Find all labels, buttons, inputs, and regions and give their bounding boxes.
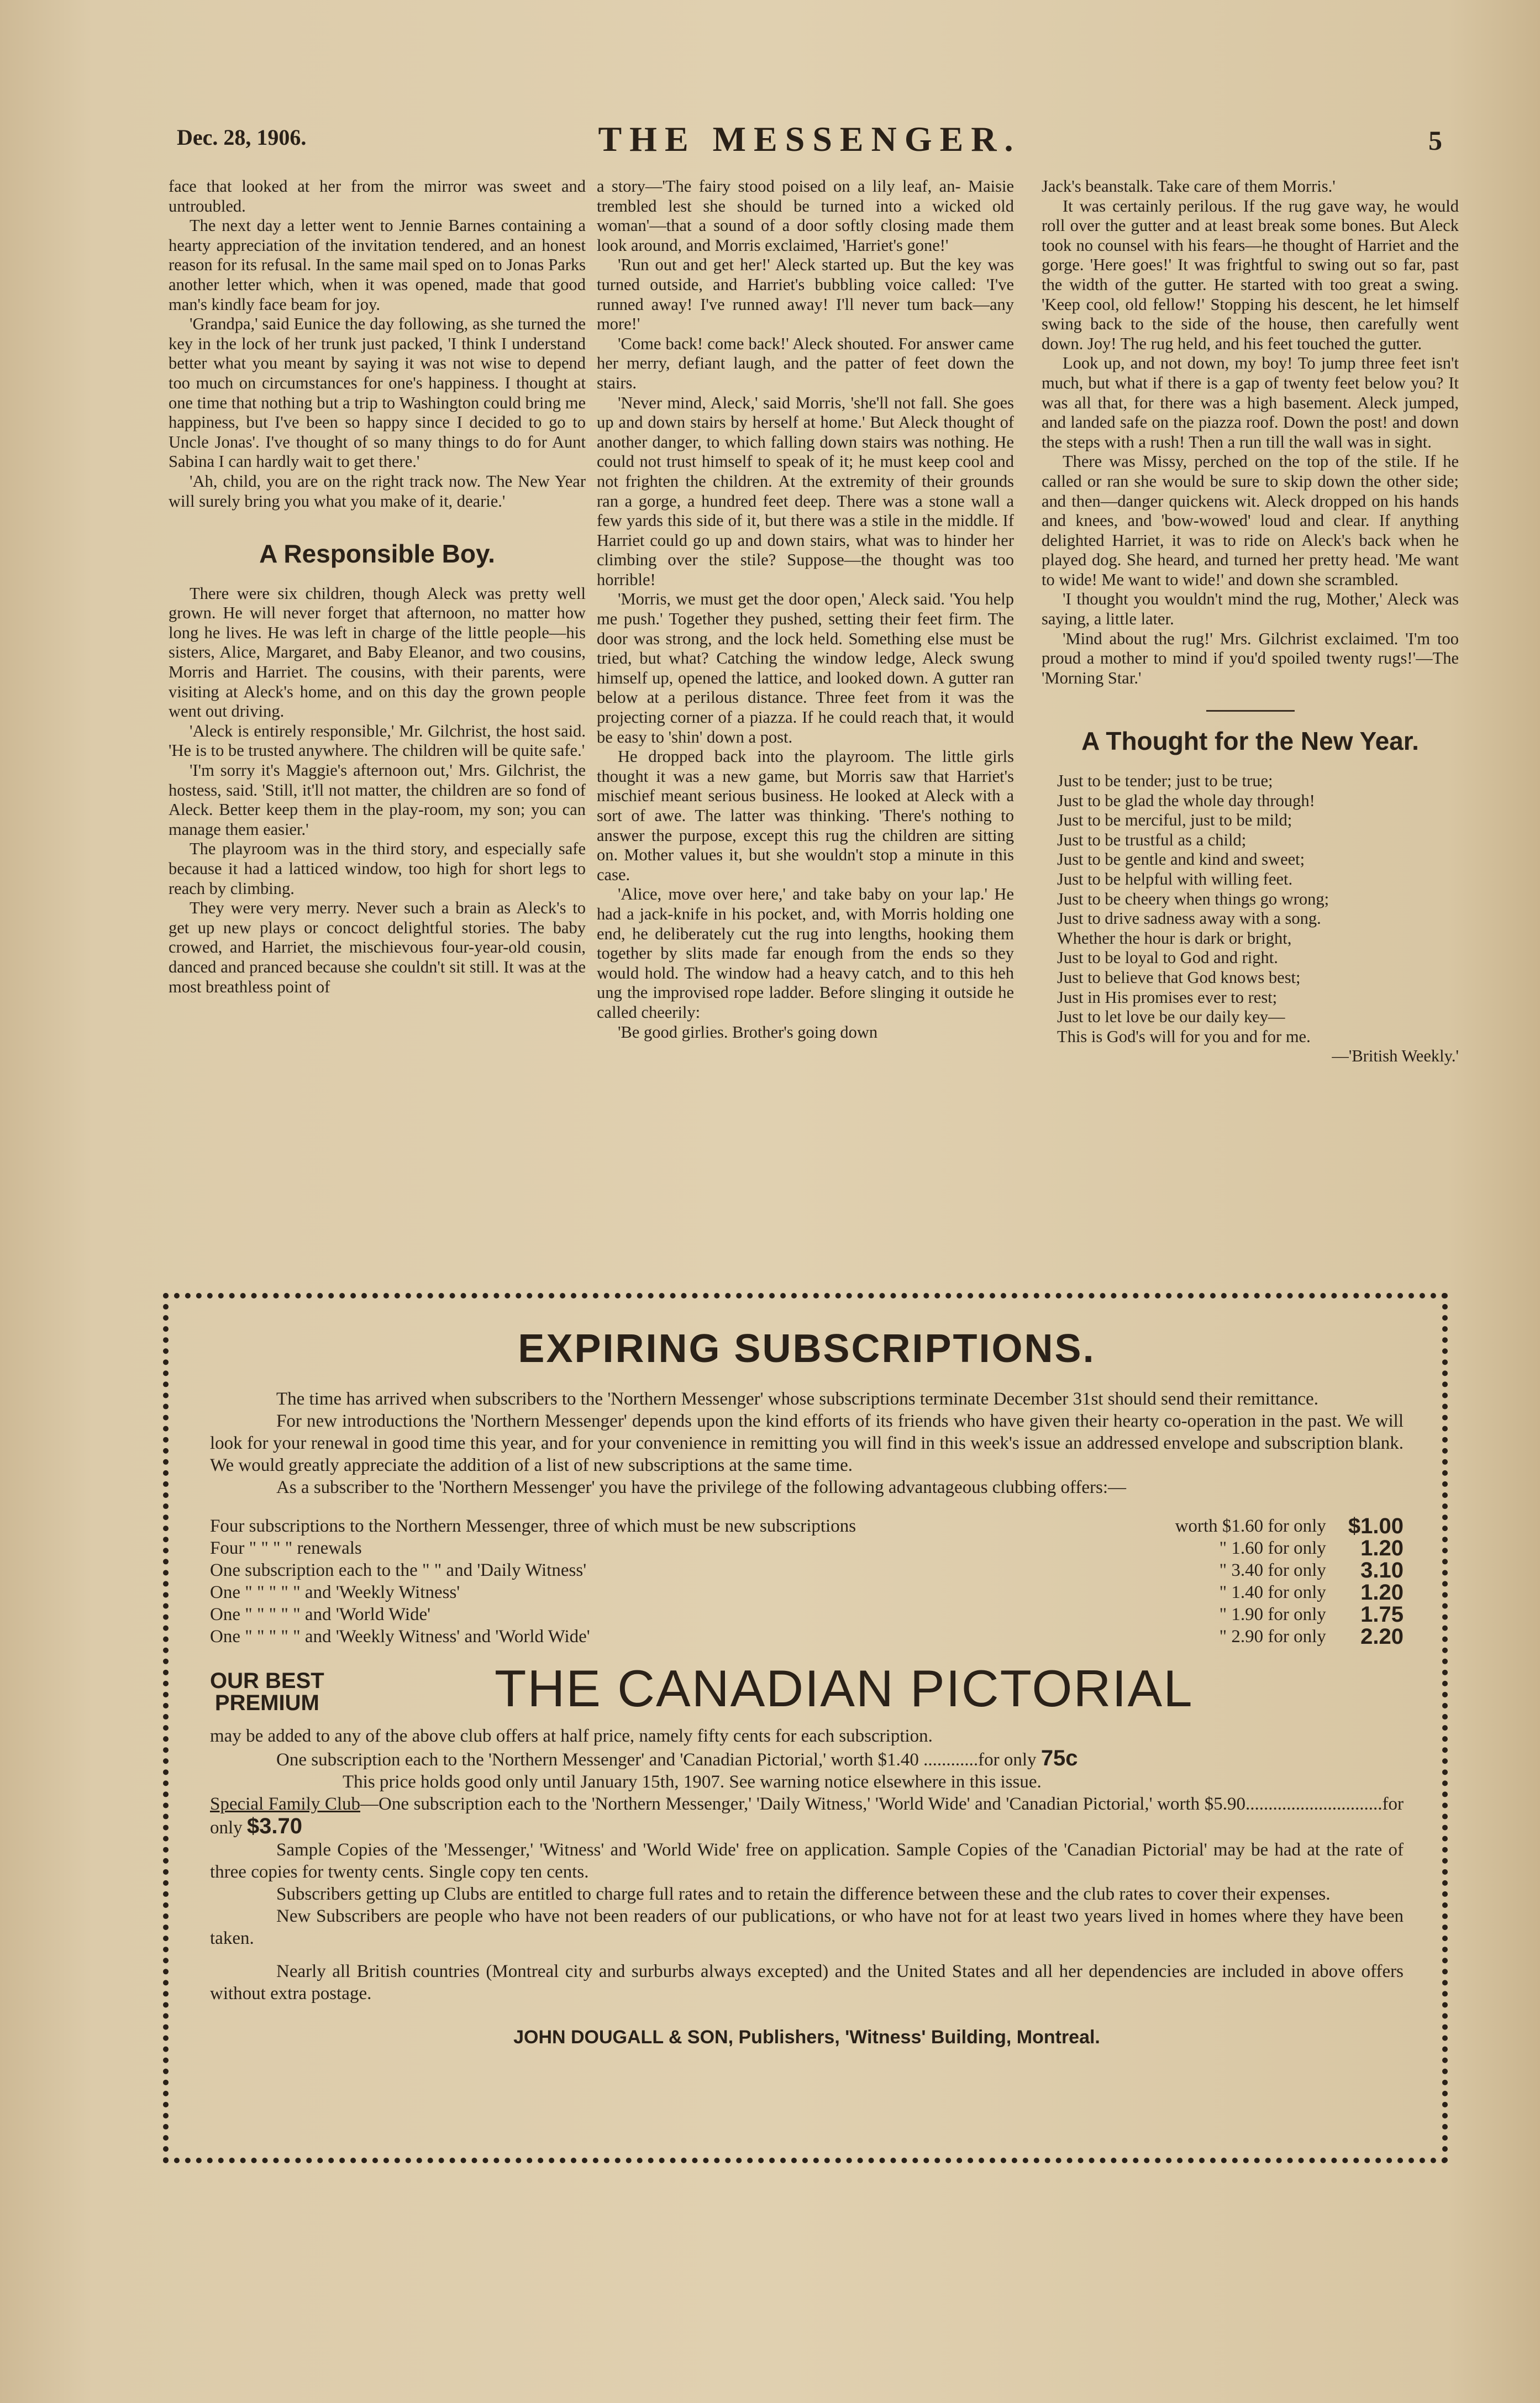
poem-line: Just in His promises ever to rest; bbox=[1057, 987, 1278, 1007]
offer-price: 2.20 bbox=[1360, 1624, 1404, 1649]
offer-price: 3.10 bbox=[1360, 1558, 1404, 1582]
offer-description: One " " " " " and 'Weekly Witness' and 'World Wide' bbox=[210, 1627, 590, 1647]
paragraph: 'Ah, child, you are on the right track now. The New Year will surely bring you what you make of it, dearie.' bbox=[169, 471, 586, 511]
pictorial-title: THE CANADIAN PICTORIAL bbox=[495, 1659, 1194, 1717]
offer-description: One subscription each to the " " and 'Daily Witness' bbox=[210, 1560, 587, 1580]
paragraph: 'I'm sorry it's Maggie's afternoon out,' Mrs. Gilchrist, the hostess, said. 'Still, it'll not matter, the children are so fond of Aleck. Better keep them in the play-room, my son; you can manage them easier.' bbox=[169, 761, 586, 839]
masthead-title: THE MESSENGER. bbox=[598, 119, 1021, 159]
ad-paragraph: Sample Copies of the 'Messenger,' 'Witness' and 'World Wide' free on application. Sample Copies of the 'Canadian Pictorial' may be had at the rate of three copies for twenty cents. Single copy ten cents. bbox=[210, 1840, 1404, 1882]
paragraph: He dropped back into the playroom. The little girls thought it was a new game, but Morris saw that Harriet's mischief meant serious business. He looked at Aleck with a sort of awe. The latter was thinking. 'There's nothing to answer the purpose, except this rug the children are sitting on. Mother values it, but she wouldn't stop a minute in this case. bbox=[597, 747, 1014, 884]
paragraph: 'Mind about the rug!' Mrs. Gilchrist exclaimed. 'I'm too proud a mother to mind if you'd spoiled twenty rugs!'—The 'Morning Star.' bbox=[1042, 629, 1459, 687]
offer-price: 1.75 bbox=[1360, 1602, 1404, 1627]
ad-paragraph: As a subscriber to the 'Northern Messenger' you have the privilege of the following advantageous clubbing offers:— bbox=[276, 1477, 1127, 1497]
paragraph: 'Run out and get her!' Aleck started up. But the key was turned outside, and Harriet's bubbling voice called: 'I've runned away! I've runned away! I'll never tum back—any more!' bbox=[597, 255, 1014, 334]
premium-label bbox=[210, 1670, 324, 1714]
column-1 bbox=[169, 177, 586, 997]
poem-line: Just to be tender; just to be true; bbox=[1057, 771, 1273, 791]
ad-paragraph: Subscribers getting up Clubs are entitled to charge full rates and to retain the difference between these and the club rates to cover their expenses. bbox=[276, 1884, 1331, 1904]
offer-worth: " 3.40 for only bbox=[1219, 1560, 1326, 1580]
paragraph: There were six children, though Aleck was pretty well grown. He will never forget that afternoon, no matter how long he lives. He was left in charge of the little people—his sisters, Alice, Margaret, and Baby Eleanor, and two cousins, Morris and Harriet. The cousins, with their parents, were visiting at Aleck's home, and on this day the grown people went out driving. bbox=[169, 583, 586, 721]
offer-row bbox=[210, 1537, 1404, 1559]
ad-title: EXPIRING SUBSCRIPTIONS. bbox=[518, 1327, 1096, 1371]
column-2 bbox=[597, 177, 1014, 1042]
premium-label-line: PREMIUM bbox=[214, 1691, 319, 1715]
paragraph: 'Aleck is entirely responsible,' Mr. Gilchrist, the host said. 'He is to be trusted anywhere. The children will be quite safe.' bbox=[169, 721, 586, 760]
ad-paragraph: New Subscribers are people who have not been readers of our publications, or who have not for at least two years lived in homes where they have been taken. bbox=[210, 1906, 1404, 1948]
premium-label-line: OUR BEST bbox=[210, 1669, 324, 1693]
article-heading: A Responsible Boy. bbox=[259, 539, 495, 569]
divider bbox=[1206, 710, 1295, 712]
offer-description: Four " " " " renewals bbox=[210, 1538, 362, 1558]
offer-description: One " " " " " and 'World Wide' bbox=[210, 1605, 431, 1624]
page-header bbox=[177, 119, 1442, 163]
ad-paragraph: This price holds good only until January 15th, 1907. See warning notice elsewhere in this issue. bbox=[343, 1772, 1042, 1792]
poem-line: Just to let love be our daily key— bbox=[1057, 1007, 1285, 1027]
paragraph: 'Never mind, Aleck,' said Morris, 'she'll not fall. She goes up and down stairs by herself at home.' But Aleck thought of another danger, to which falling down stairs was nothing. He could not trust himself to speak of it; he must keep cool and not frighten the children. At the extremity of their grounds ran a gorge, a hundred feet deep. There was a stone wall a few yards this side of it, but there was a stile in the middle. If Harriet could go up and down stairs, what was to hinder her climbing over the stile? Suppose—the thought was too horrible! bbox=[597, 393, 1014, 589]
poem-line: Just to drive sadness away with a song. bbox=[1057, 909, 1321, 928]
offer-price: 1.20 bbox=[1360, 1580, 1404, 1605]
offer-worth: worth $1.60 for only bbox=[1175, 1516, 1326, 1536]
offers-table bbox=[210, 1515, 1404, 1648]
poem-line: Just to be glad the whole day through! bbox=[1057, 791, 1315, 810]
offer-row bbox=[210, 1626, 1404, 1648]
poem-line: Just to be gentle and kind and sweet; bbox=[1057, 850, 1305, 869]
paragraph: Jack's beanstalk. Take care of them Morris.' bbox=[1042, 177, 1336, 196]
paragraph: 'Grandpa,' said Eunice the day following, as she turned the key in the lock of her trunk just packed, 'I think I understand better what you meant by saying it was not wise to depend too much on circumstances for one's happiness. I thought at one time that nothing but a trip to Washington could bring me happiness, but I've been so happy since I decided to go to Uncle Jonas'. I've thought of so many things to do for Aunt Sabina I can hardly wait to get there.' bbox=[169, 314, 586, 471]
paragraph: There was Missy, perched on the top of the stile. If he called or ran she would be sure to skip down the other side; and then—danger quickens wit. Aleck dropped on his hands and knees, and 'bow-wowed' loud and clear. If anything delighted Harriet, it was to ride on Aleck's back when he played dog. She heard, and turned her pretty head. 'Me want to wide! Me want to wide!' and down she scrambled. bbox=[1042, 452, 1459, 589]
poem-line: Just to believe that God knows best; bbox=[1057, 967, 1301, 987]
offer-description: Four subscriptions to the Northern Messenger, three of which must be new subscriptions bbox=[210, 1516, 856, 1536]
poem-line: Just to be trustful as a child; bbox=[1057, 830, 1247, 849]
family-club-label: Special Family Club bbox=[210, 1794, 361, 1814]
poem-line: Just to be helpful with willing feet. bbox=[1057, 870, 1293, 888]
paragraph: 'I thought you wouldn't mind the rug, Mother,' Aleck was saying, a little later. bbox=[1042, 590, 1459, 629]
offer-worth: " 2.90 for only bbox=[1219, 1627, 1326, 1647]
premium-banner bbox=[210, 1659, 1404, 1725]
publisher-line: JOHN DOUGALL & SON, Publishers, 'Witness' Building, Montreal. bbox=[513, 2027, 1100, 2048]
poem-heading: A Thought for the New Year. bbox=[1081, 727, 1419, 756]
ad-paragraph bbox=[210, 1793, 1404, 1839]
ad-paragraph: Nearly all British countries (Montreal city and surburbs always excepted) and the United States and all her dependencies are included in above offers without extra postage. bbox=[210, 1962, 1404, 2004]
paragraph: face that looked at her from the mirror was sweet and untroubled. bbox=[169, 177, 586, 215]
poem-attribution: —'British Weekly.' bbox=[1332, 1047, 1459, 1066]
paragraph: 'Alice, move over here,' and take baby on your lap.' He had a jack-knife in his pocket, and, with Morris holding one end, he deliberately cut the rug into lengths, hooking them together by slits made far enough from the ends so they would hold. The window had a heavy catch, and to this heh ung the improvised rope ladder. Before slinging it outside he called cheerily: bbox=[597, 885, 1014, 1022]
offer-price: 1.20 bbox=[1360, 1536, 1404, 1560]
poem-line: This is God's will for you and for me. bbox=[1057, 1027, 1311, 1046]
poem-line: Just to be merciful, just to be mild; bbox=[1057, 811, 1292, 830]
paragraph: 'Be good girlies. Brother's going down bbox=[618, 1022, 878, 1042]
paragraph: It was certainly perilous. If the rug gave way, he would roll over the gutter and at least break some bones. But Aleck took no counsel with his fears—he thought of Harriet and the gorge. 'Here goes!' It was frightful to swing out so far, past the width of the gutter. He started with too great a swing. 'Keep cool, old fellow!' Stopping his descent, he let himself swing back to the side of the house, then carefully went down. Joy! The rug held, and his feet touched the gutter. bbox=[1042, 196, 1459, 353]
poem-line: Just to be cheery when things go wrong; bbox=[1057, 889, 1329, 908]
offer-row bbox=[210, 1515, 1404, 1537]
ad-paragraph: For new introductions the 'Northern Messenger' depends upon the kind efforts of its friends who have given their hearty co-operation in the past. We will look for your renewal in good time this year, and for your convenience in remitting you will find in this week's issue an addressed envelope and subscription blank. We would greatly appreciate the addition of a list of new subscriptions at the same time. bbox=[210, 1411, 1404, 1475]
poem bbox=[1042, 771, 1459, 1047]
offer-price: 75c bbox=[1040, 1746, 1078, 1770]
offer-worth: " 1.40 for only bbox=[1219, 1582, 1326, 1602]
offer-row bbox=[210, 1559, 1404, 1581]
poem-line: Just to be loyal to God and right. bbox=[1057, 948, 1278, 967]
issue-date: Dec. 28, 1906. bbox=[177, 125, 307, 150]
paragraph: They were very merry. Never such a brain as Aleck's to get up new plays or concoct delightful stories. The baby crowed, and Harriet, the mischievous four-year-old cousin, danced and pranced because she couldn't sit still. It was at the most breathless point of bbox=[169, 898, 586, 996]
paragraph: The playroom was in the third story, and especially safe because it had a latticed window, too high for short legs to reach by climbing. bbox=[169, 839, 586, 898]
paragraph: a story—'The fairy stood poised on a lily leaf, an- Maisie trembled lest she should be turned into a wicked old woman'—that a sound of a door softly closing made them look around, and Morris exclaimed, 'Harriet's gone!' bbox=[597, 177, 1014, 255]
ad-paragraph bbox=[210, 1747, 1404, 1771]
offer-worth: " 1.60 for only bbox=[1219, 1538, 1326, 1558]
paragraph: The next day a letter went to Jennie Barnes containing a hearty appreciation of the invitation tendered, and an honest reason for its refusal. In the same mail sped on to Jonas Parks another letter which, when it was opened, made that good man's kindly face beam for joy. bbox=[169, 216, 586, 314]
subscription-advertisement bbox=[163, 1293, 1448, 2163]
poem-line: Whether the hour is dark or bright, bbox=[1057, 928, 1292, 948]
offer-text: —One subscription each to the 'Northern Messenger,' 'Daily Witness,' 'World Wide' and 'Canadian Pictorial,' worth $5.90..............................for only bbox=[210, 1794, 1404, 1838]
paragraph: 'Morris, we must get the door open,' Aleck said. 'You help me push.' Together they pushed, setting their feet firm. The door was strong, and the lock held. Something else must be tried, but what? Catching the window ledge, Aleck swung himself up, opened the lattice, and looked down. A gutter ran below at a perilous distance. Three feet from it was the projecting corner of a piazza. If he could reach that, it would be easy to 'shin' down a post. bbox=[597, 590, 1014, 746]
offer-price: $1.00 bbox=[1348, 1514, 1404, 1538]
offer-row bbox=[210, 1603, 1404, 1626]
paragraph: Look up, and not down, my boy! To jump three feet isn't much, but what if there is a gap of twenty feet below you? It was all that, for there was a high basement. Aleck jumped, and landed safe on the piazza roof. Down the post! and down the steps with a rush! Then a run till the wall was in sight. bbox=[1042, 354, 1459, 451]
offer-row bbox=[210, 1581, 1404, 1603]
ad-paragraph: may be added to any of the above club offers at half price, namely fifty cents for each subscription. bbox=[210, 1726, 933, 1746]
column-3 bbox=[1042, 177, 1459, 1066]
offer-worth: " 1.90 for only bbox=[1219, 1605, 1326, 1624]
offer-description: One " " " " " and 'Weekly Witness' bbox=[210, 1582, 460, 1602]
ad-paragraph: The time has arrived when subscribers to the 'Northern Messenger' whose subscriptions terminate December 31st should send their remittance. bbox=[276, 1389, 1318, 1409]
offer-price: $3.70 bbox=[246, 1814, 303, 1838]
offer-text: One subscription each to the 'Northern Messenger' and 'Canadian Pictorial,' worth $1.40 ............for only bbox=[276, 1750, 1037, 1770]
page-number: 5 bbox=[1428, 125, 1442, 156]
paragraph: 'Come back! come back!' Aleck shouted. For answer came her merry, defiant laugh, and the patter of feet down the stairs. bbox=[597, 334, 1014, 392]
